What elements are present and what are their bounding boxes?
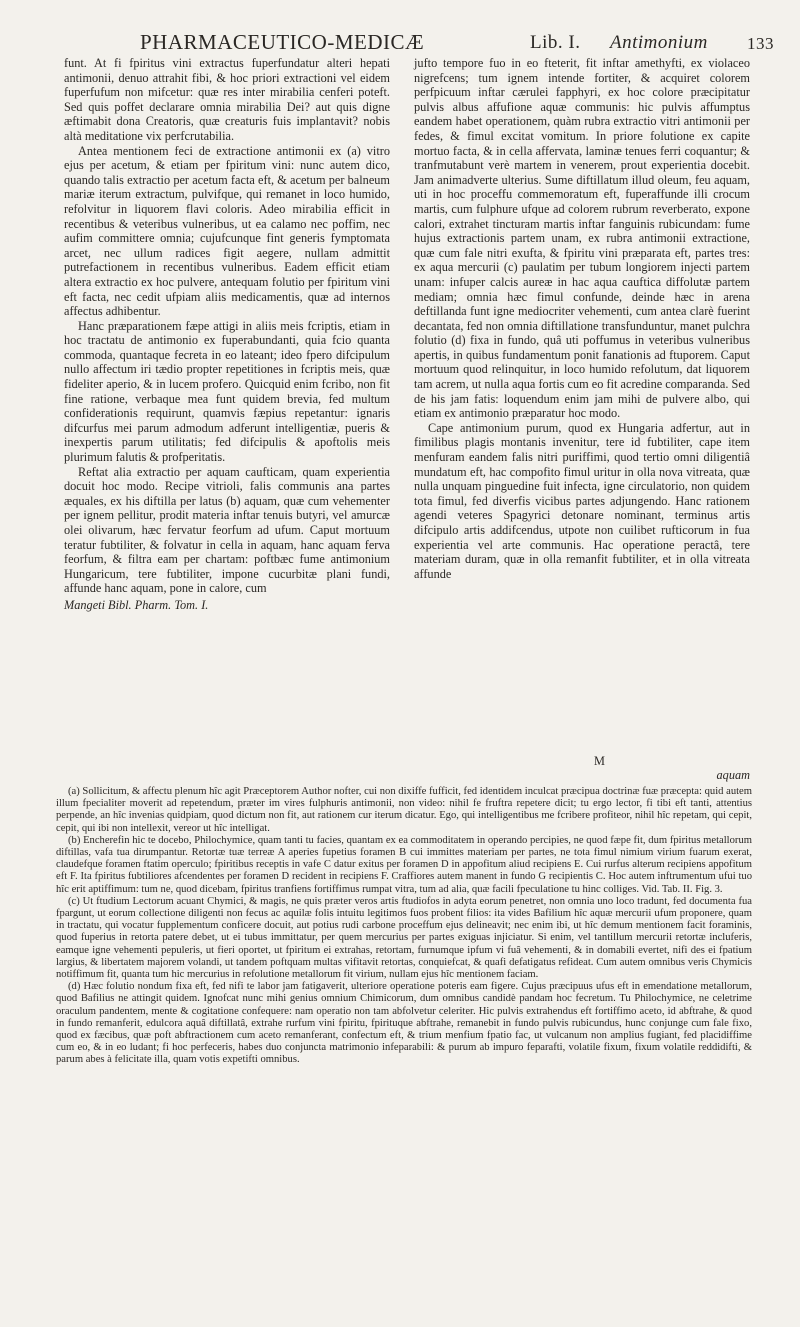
section-title: Antimonium <box>610 32 708 53</box>
running-title: PHARMACEUTICO-MEDICÆ <box>140 30 425 54</box>
book-number: Lib. I. <box>530 32 581 53</box>
signature-mark: M <box>594 754 605 768</box>
page-number: 133 <box>747 34 774 53</box>
left-footline <box>64 598 390 613</box>
footnotes <box>56 786 752 1067</box>
signature-line <box>414 754 750 784</box>
bibliographic-footline: Mangeti Bibl. Pharm. Tom. I. <box>64 597 209 612</box>
footnote-c: (c) Ut ftudium Lectorum acuant Chymici, & magis, ne quis præter veros artis ftudiofos in adyta eorum penetret, non omnia uno loco tradunt, fed documenta fua fpargunt, ut eorum collectione diligenti non fecus ac aquilæ folis intuitu legitimos fuos probent filios: ita vides Bafilium hîc aquæ mercurii ufum proponere, quam in tractatu, qui vocatur fupplementum conficere docuit, aut potius rudi carbone proceffum ejus delineavit; nec enim ibi, ut hîc demum mentionem facit foraminis, quod fuperius in retorta patere debet, ut ei tubus immittatur, per quem mercurius per partes exiguas injiciatur. Si enim, vel tantillum mercurii retortæ incluferis, eamque igne vehementi pepuleris, ut fieri oportet, ut fpiritum ei extrahas, retortam, furnumque ipfum vi fuâ vehementi, & in domabili evertet, nifi des ei fpatium largius, & libertatem majorem volandi, ut tandem poftquam multas vifitavit retortas, conquiefcat, & quafi defatigatus refideat. Cum autem omnibus veris Chymicis notiffimum fit, quanta tum hic mercurius in refolutione metallorum fit virium, nullam ejus hîc mentionem faciam. <box>56 895 752 981</box>
footnote-d: (d) Hæc folutio nondum fixa eft, fed nifi te labor jam fatigaverit, ulteriore operatione poteris eam figere. Cujus præcipuus ufus eft in emendatione metallorum, quod Bafilius ne attingit quidem. Ignofcat nunc mihi genius omnium Chimicorum, dum omnibus candidè pandam hoc fecretum. Tu Philochymice, ne celetrime oraculum pandentem, mente & cogitatione confequere: nam operatio non tam abfolvetur celeriter. Hic pulvis extrahendus eft fortiffimo aceto, id abftrahe, & quod in fundo remanferit, edulcora aquâ diftillatâ, extrahe rurfum vini fpiritu, fpirituque abftrahe, remanebit in fundo pulvis rubicundus, hunc conjunge cum fale fixo, quod ex fæcibus, quæ poft abftractionem cum aceto remanferant, confectum eft, & trium menfium fpatio fac, ut vulcanum non amplius fugiant, fed placidiffime cum eo, & in eo ludant; fi hoc perfeceris, habes duo conjuncta matrimonio infeparabili: & purum ab impuro feparafti, volatile fixum, fixum volatile reddidifti, & parum abes à felicitate illa, quam votis expetifti omnibus. <box>56 981 752 1066</box>
right-paragraph-2: Cape antimonium purum, quod ex Hungaria adfertur, aut in fimilibus plagis montanis invenitur, tere id fubtiliter, cape item menfuram eandem falis nitri puriffimi, quod tertio omni diligentiâ mundatum eft, hac compofito fimul uritur in olla nova vitreata, quæ nulla unquam pinguedine fuit infecta, igne circulatorio, non quidem tota fimul, fed diverfis vicibus partes adjungendo. Hanc rationem agendi veteres Spagyrici detonare nominant, terminus artis difcipulo artis addifcendus, utpote non cuilibet rufticorum in fua experientia vel arte communis. Hac operatione peractâ, tere materiam duram, quæ in olla remanfit fubtiliter, et in olla vitreata affunde <box>414 420 750 581</box>
left-paragraph-2: Antea mentionem feci de extractione antimonii ex (a) vitro ejus per acetum, & etiam per fpiritum vini: nunc autem dico, quando talis extractio per acetum facta eft, & acetum per balneum mariæ iterum extractum, pulvifque, qui remanet in loco humido, refolvitur in liquorem flavi coloris. Adeo mirabilia efficit in recentibus & veteribus vulneribus, ut ea calamo nec poffim, nec aufim committere omnia; cujufcunque fint generis fymptomata arcet, nec ullum radices figit aegere, nullam admittit putrefactionem in recentibus vulneribus. Eadem efficit etiam altera extractio ex hoc pulvere, antequam folutio per fpiritum vini eft facta, nec cedit ufpiam aliis medicamentis, quæ ad internos affectus adhibentur. <box>64 143 390 319</box>
right-paragraph-1: jufto tempore fuo in eo fteterit, fit inftar amethyfti, ex violaceo nigrefcens; tum ignem intende fortiter, & acquiret colorem perfpicuum inftar cærulei fapphyri, ex hoc colore præcipitatur pulvis albus affufione aquæ communis: hic pulvis affumptus eandem habet operationem, quàm rubra extractio vitri antimonii per fedes, & fimul excitat vomitum. In priore folutione ex capite mortuo facta, & in cella affervata, laminæ tenues ferri coquantur; & tranfmutabunt verè martem in venerem, prout experientia docebit. Jam animadverte ulterius. Sume diftillatum illud oleum, feu aquam, uti in hoc proceffu commemoratum eft, fuperaffunde illi crocum martis, cum fulphure ufque ad colorem rubrum reverberato, expone calori, extrahet tincturam martis inftar fanguinis rubicundam: fume hujus extractionis partem unam, ex rubra antimonii extractione, quæ cum fale nitri exufta, & fpiritu vini præparata eft, partes tres: ex aqua mercurii (c) paulatim per tubum longiorem injecti partem unam: infuper calcis aureæ in hac aqua cauftica diffolutæ partem mediam; omnia hæc fimul confunde, deinde hæc in arena deftillanda funt igne mediocriter vehementi, cum antea clarè fuerint decantata, fed non omnia diftillatione transfunduntur, manet pulchra folutio (d) fixa in fundo, quâ uti poffumus in veteribus vulneribus apertis, in quibus fundamentum ponit fanationis ad ftuporem. Caput mortuum quod relinquitur, in loco humido refolutum, dat liquorem tam acrem, ut nulla aqua fortis cum eo fit acredine comparanda. Sed de his jam fatis: loquendum enim jam mihi de pulvere albo, qui etiam ex antimonio præparatur hoc modo. <box>414 56 750 421</box>
left-paragraph-4: Reftat alia extractio per aquam caufticam, quam experientia docuit hoc modo. Recipe vitrioli, falis communis ana partes æquales, ex his diftilla per latus (b) aquam, quæ cum vehementer per ignem pellitur, prodit materia inftar tenuis butyri, vel amurcæ olei olivarum, hæc fervatur feorfum ad ufum. Caput mortuum teratur fubtiliter, & folvatur in cella in aquam, hanc aquam ferva feorfum, & filtra eam per chartam: poftbæc fume antimonium Hungaricum, tere fubtiliter, impone cucurbitæ plani fundi, affunde hanc aquam, pone in calore, cum <box>64 464 390 596</box>
right-column <box>414 56 750 581</box>
left-column <box>64 56 390 613</box>
left-paragraph-3: Hanc præparationem fæpe attigi in aliis meis fcriptis, etiam in hoc tractatu de antimonio ex fuperabundanti, quia fcio quanta commoda, quantaque fecreta in eo lateant; ideo fpero difcipulum nullo affectum iri tædio propter repetitiones in fcriptis meis, quæ fideliter aperio, & in lucem profero. Quicquid enim fcribo, non fit fine ratione, verbaque mea funt quidem brevia, fed multum confiderationis requirunt, quamvis fæpius repetantur: ignaris difcurfus mei parum admodum adferunt intelligentiæ, pueris & inexpertis parum utilitatis; fed difcipulis & apoftolis meis plurimum falutis & profperitatis. <box>64 318 390 465</box>
footnote-a: (a) Sollicitum, & affectu plenum hîc agit Præceptorem Author nofter, cui non dixiffe fufficit, fed identidem inculcat præcipua doctrinæ fuæ præcepta: quid autem illum fpecialiter moverit ad repetendum, præter im vires fulphuris antimonii, non video: nihil fe fruftra repetere dicit; tu ergo lector, fi tibi eft tanti, attentius perpende, an hîc invenias quidpiam, quod dictum non fit, aut rationem cur iterum dicatur. Ego, qui intelligentibus me fcribere profiteor, nihil hîc repetam, qui cepit, cepit, qui ibi non intellexit, vereor ut hîc intelligat. <box>56 786 752 834</box>
catchword: aquam <box>716 768 750 782</box>
left-paragraph-1: funt. At fi fpiritus vini extractus fuperfundatur alteri hepati antimonii, denuo attrahit fibi, & hoc priori extractioni vel eidem fuperfufum non mifcetur: quæ res inter mirabilia cenferi poteft. Sed quis poffet declarare omnia mirabilia Dei? aut quis digne æftimabit dona Creatoris, quæ creaturis fuis implantavit? nobis altà meditatione vix perfcrutabilia. <box>64 56 390 143</box>
footnote-b: (b) Encherefin hic te docebo, Philochymice, quam tanti tu facies, quantam ex ea commoditatem in operando percipies, ne quod fæpe fit, dum fpiritus metallorum diftillas, vafa tua dirumpantur. Retortæ tuæ terreæ A aperies fupetius foramen B cui immittes materiam per partes, ne tota fimul nimium virium fuarum exerat, claudefque foramen ftatim operculo; fpiritibus receptis in vafe C datur exitus per foramen D in appofitum aliud recipiens E. Cui rurfus alterum recipiens appofitum eft F. Ita fpiritus fubtiliores afcendentes per foramen D recident in recipiens F. Craffiores autem manent in fundo G recipientis C. Hoc autem inftrumentum ufui tuo hîc erit aptiffimum: tum ne, quod dicebam, fpiritus tranfiens fortiffimus rumpat vitra, tum ad alia, quæ facili fpeculatione tu hinc colliges. Vid. Tab. II. Fig. 3. <box>56 834 752 895</box>
